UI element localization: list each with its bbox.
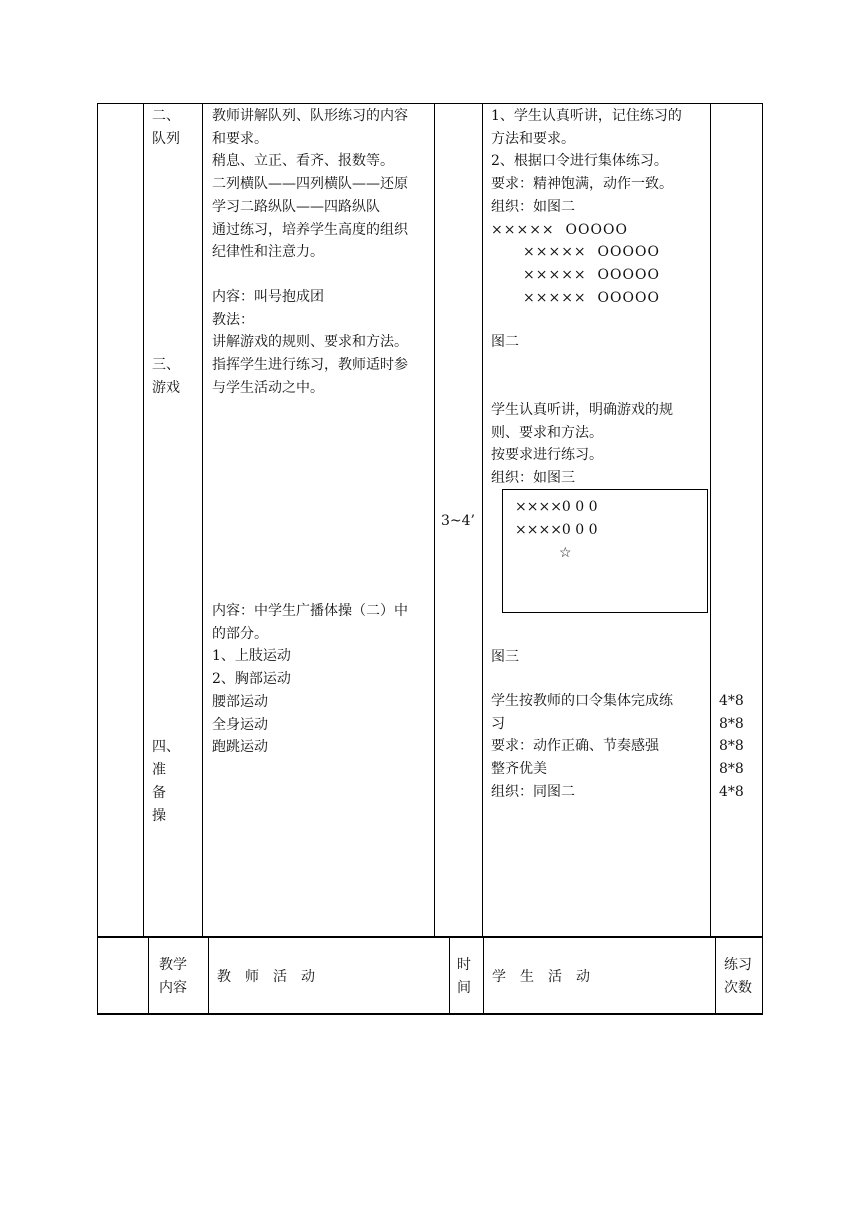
- header-divider-2: [208, 937, 209, 1014]
- student-game-block: [491, 399, 709, 490]
- header-student: 学 生 活 动: [492, 969, 590, 985]
- header-divider-3: [449, 937, 450, 1014]
- figure2-row: ××××× OOOOO: [523, 267, 660, 283]
- teacher-game-line: 教法：: [212, 311, 254, 328]
- student-exercise-line: 组织：同图二: [491, 783, 575, 800]
- figure2-row: ××××× OOOOO: [491, 222, 628, 238]
- header-content-line: 内容: [159, 979, 187, 996]
- teacher-exercise-line: 的部分。: [212, 625, 268, 642]
- header-divider-5: [715, 937, 716, 1014]
- teacher-formation-line: 教师讲解队列、队形练习的内容: [212, 108, 408, 124]
- col-divider-2: [202, 103, 203, 937]
- table-top-border: [97, 103, 763, 104]
- teacher-exercise-line: 全身运动: [212, 716, 268, 733]
- figure2-label: 图二: [491, 334, 519, 350]
- teacher-game-line: 讲解游戏的规则、要求和方法。: [212, 334, 408, 351]
- header-time: [457, 954, 477, 999]
- teacher-exercise-line: 1、上肢运动: [212, 648, 291, 665]
- section-exercise-line3: 操: [152, 808, 166, 824]
- reps-value: 8*8: [719, 761, 744, 778]
- figure2-row: ××××× OOOOO: [523, 290, 660, 306]
- time-value: 3~4’: [441, 513, 475, 529]
- teacher-exercise-line: 内容：中学生广播体操（二）中: [212, 603, 408, 619]
- reps-value: 8*8: [719, 738, 744, 755]
- header-divider-4: [483, 937, 484, 1014]
- col-divider-3: [434, 103, 435, 937]
- reps-block: [719, 690, 761, 804]
- header-time-line: 间: [457, 979, 471, 996]
- header-content-line: 教学: [159, 957, 187, 973]
- teacher-game-line: 指挥学生进行练习，教师适时参: [212, 357, 408, 374]
- teacher-formation-line: 稍息、立正、看齐、报数等。: [212, 153, 394, 170]
- section-exercise-line1: 准: [152, 762, 166, 778]
- reps-value: 8*8: [719, 715, 744, 732]
- header-teacher: 教 师 活 动: [217, 969, 315, 985]
- teacher-formation-line: 和要求。: [212, 130, 268, 147]
- student-formation-line: 要求：精神饱满，动作一致。: [491, 176, 673, 193]
- student-exercise-line: 学生按教师的口令集体完成练: [491, 693, 673, 709]
- col-divider-4: [482, 103, 483, 937]
- student-exercise-block: [491, 690, 709, 804]
- header-reps-line: 练习: [724, 957, 752, 973]
- table-right-border: [762, 103, 763, 1014]
- student-formation-line: 1、学生认真听讲，记住练习的: [491, 108, 682, 124]
- teacher-exercise-line: 跑跳运动: [212, 739, 268, 756]
- student-game-line: 按要求进行练习。: [491, 447, 603, 464]
- teacher-formation-line: 学习二路纵队——四路纵队: [212, 198, 380, 215]
- student-game-line: 则、要求和方法。: [491, 424, 603, 441]
- student-exercise-line: 要求：动作正确、节奏感强: [491, 738, 659, 755]
- teacher-game-line: 内容：叫号抱成团: [212, 289, 324, 305]
- student-formation-line: 组织：如图二: [491, 198, 575, 215]
- star-icon: ☆: [559, 545, 572, 561]
- teacher-formation-line: 通过练习，培养学生高度的组织: [212, 221, 408, 238]
- figure3-label: 图三: [491, 649, 519, 665]
- table-left-border: [97, 103, 98, 1014]
- student-game-line: 组织：如图三: [491, 470, 575, 487]
- header-content: [159, 954, 199, 999]
- header-time-line: 时: [457, 957, 471, 973]
- student-formation-block: [491, 105, 709, 219]
- col-divider-5: [710, 103, 711, 937]
- reps-value: 4*8: [719, 693, 744, 709]
- header-divider-1: [148, 937, 149, 1014]
- section-formation-num: 二、: [152, 108, 180, 124]
- figure3-row: ××××0 0 0: [515, 499, 598, 515]
- student-game-line: 学生认真听讲，明确游戏的规: [491, 402, 673, 418]
- student-formation-line: 方法和要求。: [491, 130, 575, 147]
- figure3-row: ××××0 0 0: [515, 522, 598, 538]
- header-reps-line: 次数: [724, 979, 752, 996]
- reps-value: 4*8: [719, 783, 744, 800]
- section-formation-title: 队列: [152, 131, 180, 147]
- section-game-title: 游戏: [152, 380, 180, 396]
- header-separator: [97, 936, 763, 938]
- teacher-exercise-line: 2、胸部运动: [212, 671, 291, 688]
- teacher-formation-line: 纪律性和注意力。: [212, 244, 324, 261]
- teacher-exercise-block: [212, 600, 432, 759]
- student-exercise-line: 习: [491, 715, 505, 732]
- student-exercise-line: 整齐优美: [491, 761, 547, 778]
- section-exercise-num: 四、: [152, 739, 180, 755]
- teacher-game-block: [212, 286, 432, 400]
- teacher-formation-block: [212, 105, 432, 264]
- teacher-exercise-line: 腰部运动: [212, 693, 268, 710]
- header-reps: [724, 954, 760, 999]
- table-bottom-border: [97, 1013, 763, 1015]
- student-formation-line: 2、根据口令进行集体练习。: [491, 153, 668, 170]
- figure2-row: ××××× OOOOO: [523, 244, 660, 260]
- teacher-formation-line: 二列横队——四列横队——还原: [212, 176, 408, 193]
- teacher-game-line: 与学生活动之中。: [212, 379, 324, 396]
- col-divider-1: [143, 103, 144, 937]
- section-exercise-line2: 备: [152, 785, 166, 801]
- section-game-num: 三、: [152, 357, 180, 373]
